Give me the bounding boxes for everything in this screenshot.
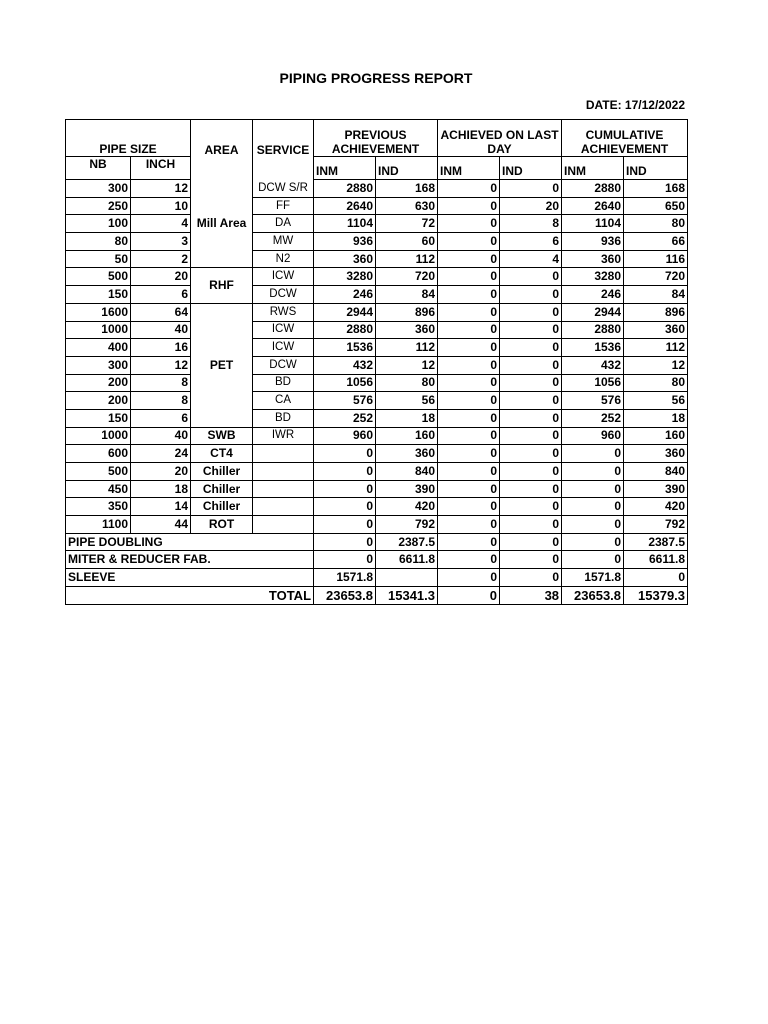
ach-ind-cell: 0: [500, 498, 562, 516]
nb-cell: 350: [66, 498, 131, 516]
ach-ind-cell: 0: [500, 339, 562, 357]
service-cell: [253, 480, 314, 498]
inch-cell: 16: [131, 339, 191, 357]
prev-ind-cell: 60: [376, 233, 438, 251]
summary-label: PIPE DOUBLING: [66, 533, 314, 551]
nb-cell: 1100: [66, 516, 131, 534]
service-cell: N2: [253, 250, 314, 268]
piping-progress-table: [65, 119, 688, 605]
prev-ind-cell: 112: [376, 250, 438, 268]
service-cell: RWS: [253, 303, 314, 321]
table-row: [66, 339, 688, 357]
cum-ind-cell: 56: [624, 392, 688, 410]
table-row: [66, 392, 688, 410]
table-row: [66, 197, 688, 215]
total-ach-inm-cell: 0: [438, 586, 500, 604]
summary-row: [66, 551, 688, 569]
prev-ind-cell: 12: [376, 356, 438, 374]
cum-ind-cell: 0: [624, 569, 688, 587]
inch-cell: 2: [131, 250, 191, 268]
inch-cell: 4: [131, 215, 191, 233]
nb-cell: 150: [66, 286, 131, 304]
prev-ind-cell: 84: [376, 286, 438, 304]
cumulative-achievement-header: CUMULATIVE ACHIEVEMENT: [562, 120, 688, 157]
prev-inm-cell: 246: [314, 286, 376, 304]
service-cell: [253, 516, 314, 534]
pipe-size-header: PIPE SIZE: [66, 120, 191, 157]
prev-ind-cell: 160: [376, 427, 438, 445]
service-cell: MW: [253, 233, 314, 251]
inch-cell: 12: [131, 356, 191, 374]
service-cell: ICW: [253, 339, 314, 357]
prev-inm-cell: 1536: [314, 339, 376, 357]
inch-cell: 3: [131, 233, 191, 251]
total-cum-inm-cell: 23653.8: [562, 586, 624, 604]
nb-cell: 50: [66, 250, 131, 268]
cum-ind-cell: 2387.5: [624, 533, 688, 551]
inch-cell: 40: [131, 427, 191, 445]
nb-cell: 500: [66, 268, 131, 286]
prev-inm-cell: 2944: [314, 303, 376, 321]
prev-ind-cell: 896: [376, 303, 438, 321]
table-row: [66, 268, 688, 286]
ach-inm-cell: 0: [438, 180, 500, 198]
prev-ind-cell: 72: [376, 215, 438, 233]
ach-ind-cell: 0: [500, 551, 562, 569]
cum-inm-cell: 252: [562, 409, 624, 427]
nb-cell: 250: [66, 197, 131, 215]
prev-ind-cell: 840: [376, 463, 438, 481]
cum-ind-cell: 168: [624, 180, 688, 198]
inch-cell: 6: [131, 409, 191, 427]
ach-inm-cell: 0: [438, 286, 500, 304]
cum-inm-cell: 1056: [562, 374, 624, 392]
ach-ind-cell: 0: [500, 268, 562, 286]
cum-inm-cell: 936: [562, 233, 624, 251]
table-row: [66, 303, 688, 321]
cum-ind-cell: 720: [624, 268, 688, 286]
ach-ind-cell: 6: [500, 233, 562, 251]
service-cell: FF: [253, 197, 314, 215]
ach-inm-cell: 0: [438, 339, 500, 357]
ach-ind-cell: 0: [500, 533, 562, 551]
cum-ind-cell: 80: [624, 215, 688, 233]
ach-ind-cell: 0: [500, 303, 562, 321]
area-cell: ROT: [191, 516, 253, 534]
inch-cell: 24: [131, 445, 191, 463]
cum-inm-cell: 0: [562, 533, 624, 551]
prev-inm-cell: 0: [314, 463, 376, 481]
ach-inm-cell: 0: [438, 250, 500, 268]
area-cell: SWB: [191, 427, 253, 445]
ach-inm-cell: 0: [438, 445, 500, 463]
ach-inm-cell: 0: [438, 409, 500, 427]
prev-ind-cell: 80: [376, 374, 438, 392]
ach-inm-header: INM: [438, 157, 500, 180]
nb-cell: 300: [66, 180, 131, 198]
ach-inm-cell: 0: [438, 268, 500, 286]
cum-inm-cell: 2880: [562, 321, 624, 339]
summary-label: MITER & REDUCER FAB.: [66, 551, 314, 569]
ach-inm-cell: 0: [438, 215, 500, 233]
cum-ind-cell: 116: [624, 250, 688, 268]
nb-cell: 200: [66, 374, 131, 392]
cum-ind-cell: 896: [624, 303, 688, 321]
service-cell: IWR: [253, 427, 314, 445]
service-cell: [253, 498, 314, 516]
ach-inm-cell: 0: [438, 321, 500, 339]
total-row: [66, 586, 688, 604]
summary-row: [66, 569, 688, 587]
ach-inm-cell: 0: [438, 533, 500, 551]
prev-ind-cell: 2387.5: [376, 533, 438, 551]
prev-ind-header: IND: [376, 157, 438, 180]
ach-inm-cell: 0: [438, 463, 500, 481]
service-cell: ICW: [253, 321, 314, 339]
cum-ind-header: IND: [624, 157, 688, 180]
cum-inm-cell: 576: [562, 392, 624, 410]
total-cum-ind-cell: 15379.3: [624, 586, 688, 604]
table-row: [66, 445, 688, 463]
nb-cell: 100: [66, 215, 131, 233]
cum-ind-cell: 6611.8: [624, 551, 688, 569]
ach-inm-cell: 0: [438, 356, 500, 374]
ach-ind-cell: 0: [500, 569, 562, 587]
prev-inm-cell: 1104: [314, 215, 376, 233]
ach-ind-cell: 0: [500, 321, 562, 339]
ach-inm-cell: 0: [438, 233, 500, 251]
ach-ind-cell: 0: [500, 516, 562, 534]
prev-ind-cell: 18: [376, 409, 438, 427]
cum-ind-cell: 360: [624, 445, 688, 463]
service-cell: ICW: [253, 268, 314, 286]
prev-inm-cell: 960: [314, 427, 376, 445]
cum-inm-cell: 1571.8: [562, 569, 624, 587]
ach-ind-cell: 0: [500, 286, 562, 304]
service-header: SERVICE: [253, 120, 314, 180]
cum-inm-cell: 2880: [562, 180, 624, 198]
table-row: [66, 215, 688, 233]
ach-inm-cell: 0: [438, 569, 500, 587]
prev-inm-cell: 0: [314, 533, 376, 551]
prev-inm-cell: 432: [314, 356, 376, 374]
prev-inm-header: INM: [314, 157, 376, 180]
previous-achievement-header: PREVIOUS ACHIEVEMENT: [314, 120, 438, 157]
ach-inm-cell: 0: [438, 551, 500, 569]
cum-inm-cell: 246: [562, 286, 624, 304]
service-cell: BD: [253, 374, 314, 392]
inch-cell: 8: [131, 374, 191, 392]
nb-cell: 500: [66, 463, 131, 481]
nb-cell: 1600: [66, 303, 131, 321]
nb-cell: 150: [66, 409, 131, 427]
cum-ind-cell: 360: [624, 321, 688, 339]
table-row: [66, 180, 688, 198]
table-row: [66, 409, 688, 427]
ach-ind-header: IND: [500, 157, 562, 180]
area-cell: Chiller: [191, 480, 253, 498]
achieved-last-day-header: ACHIEVED ON LAST DAY: [438, 120, 562, 157]
inch-header: INCH: [131, 157, 191, 180]
prev-inm-cell: 1056: [314, 374, 376, 392]
table-row: [66, 233, 688, 251]
cum-ind-cell: 650: [624, 197, 688, 215]
prev-ind-cell: 360: [376, 321, 438, 339]
cum-inm-cell: 2944: [562, 303, 624, 321]
prev-inm-cell: 0: [314, 445, 376, 463]
cum-inm-cell: 0: [562, 463, 624, 481]
nb-cell: 200: [66, 392, 131, 410]
cum-ind-cell: 80: [624, 374, 688, 392]
ach-ind-cell: 0: [500, 480, 562, 498]
service-cell: [253, 463, 314, 481]
total-label: TOTAL: [66, 586, 314, 604]
prev-inm-cell: 2880: [314, 321, 376, 339]
summary-row: [66, 533, 688, 551]
nb-cell: 1000: [66, 427, 131, 445]
prev-ind-cell: 630: [376, 197, 438, 215]
cum-inm-cell: 3280: [562, 268, 624, 286]
cum-ind-cell: 840: [624, 463, 688, 481]
table-row: [66, 286, 688, 304]
total-prev-inm-cell: 23653.8: [314, 586, 376, 604]
table-row: [66, 356, 688, 374]
ach-ind-cell: 20: [500, 197, 562, 215]
service-cell: BD: [253, 409, 314, 427]
inch-cell: 12: [131, 180, 191, 198]
prev-inm-cell: 0: [314, 551, 376, 569]
prev-ind-cell: 112: [376, 339, 438, 357]
report-title: PIPING PROGRESS REPORT: [279, 70, 473, 86]
cum-inm-cell: 360: [562, 250, 624, 268]
cum-inm-cell: 0: [562, 480, 624, 498]
cum-inm-cell: 2640: [562, 197, 624, 215]
cum-ind-cell: 160: [624, 427, 688, 445]
cum-inm-cell: 1536: [562, 339, 624, 357]
inch-cell: 18: [131, 480, 191, 498]
cum-ind-cell: 12: [624, 356, 688, 374]
inch-cell: 8: [131, 392, 191, 410]
prev-ind-cell: 792: [376, 516, 438, 534]
ach-inm-cell: 0: [438, 498, 500, 516]
cum-inm-cell: 1104: [562, 215, 624, 233]
prev-inm-cell: 3280: [314, 268, 376, 286]
inch-cell: 10: [131, 197, 191, 215]
inch-cell: 14: [131, 498, 191, 516]
prev-inm-cell: 0: [314, 480, 376, 498]
nb-cell: 450: [66, 480, 131, 498]
cum-ind-cell: 18: [624, 409, 688, 427]
ach-ind-cell: 4: [500, 250, 562, 268]
ach-inm-cell: 0: [438, 303, 500, 321]
cum-inm-cell: 960: [562, 427, 624, 445]
ach-inm-cell: 0: [438, 427, 500, 445]
area-cell: PET: [191, 303, 253, 427]
area-cell: Chiller: [191, 463, 253, 481]
ach-ind-cell: 0: [500, 409, 562, 427]
cum-ind-cell: 66: [624, 233, 688, 251]
area-header: AREA: [191, 120, 253, 180]
cum-inm-header: INM: [562, 157, 624, 180]
service-cell: CA: [253, 392, 314, 410]
cum-ind-cell: 420: [624, 498, 688, 516]
table-row: [66, 321, 688, 339]
nb-cell: 400: [66, 339, 131, 357]
table-row: [66, 250, 688, 268]
prev-inm-cell: 0: [314, 498, 376, 516]
ach-ind-cell: 0: [500, 463, 562, 481]
prev-ind-cell: 360: [376, 445, 438, 463]
inch-cell: 64: [131, 303, 191, 321]
service-cell: DCW: [253, 286, 314, 304]
nb-cell: 80: [66, 233, 131, 251]
ach-inm-cell: 0: [438, 392, 500, 410]
cum-ind-cell: 390: [624, 480, 688, 498]
ach-ind-cell: 0: [500, 427, 562, 445]
ach-ind-cell: 8: [500, 215, 562, 233]
cum-ind-cell: 112: [624, 339, 688, 357]
table-row: [66, 374, 688, 392]
prev-inm-cell: 2880: [314, 180, 376, 198]
nb-cell: 600: [66, 445, 131, 463]
table-row: [66, 427, 688, 445]
service-cell: DCW S/R: [253, 180, 314, 198]
prev-inm-cell: 0: [314, 516, 376, 534]
area-cell: CT4: [191, 445, 253, 463]
prev-ind-cell: 390: [376, 480, 438, 498]
cum-inm-cell: 0: [562, 551, 624, 569]
inch-cell: 40: [131, 321, 191, 339]
area-cell: RHF: [191, 268, 253, 303]
service-cell: DCW: [253, 356, 314, 374]
cum-inm-cell: 0: [562, 516, 624, 534]
nb-header: NB: [66, 157, 131, 180]
ach-ind-cell: 0: [500, 180, 562, 198]
cum-inm-cell: 432: [562, 356, 624, 374]
summary-label: SLEEVE: [66, 569, 314, 587]
inch-cell: 20: [131, 463, 191, 481]
header-row-1: [66, 120, 688, 157]
prev-inm-cell: 252: [314, 409, 376, 427]
ach-inm-cell: 0: [438, 374, 500, 392]
total-prev-ind-cell: 15341.3: [376, 586, 438, 604]
prev-inm-cell: 360: [314, 250, 376, 268]
ach-ind-cell: 0: [500, 445, 562, 463]
ach-ind-cell: 0: [500, 356, 562, 374]
inch-cell: 44: [131, 516, 191, 534]
prev-ind-cell: 6611.8: [376, 551, 438, 569]
cum-inm-cell: 0: [562, 498, 624, 516]
service-cell: DA: [253, 215, 314, 233]
prev-ind-cell: 420: [376, 498, 438, 516]
ach-ind-cell: 0: [500, 374, 562, 392]
cum-ind-cell: 792: [624, 516, 688, 534]
nb-cell: 1000: [66, 321, 131, 339]
ach-ind-cell: 0: [500, 392, 562, 410]
service-cell: [253, 445, 314, 463]
table-row: [66, 463, 688, 481]
prev-ind-cell: 720: [376, 268, 438, 286]
table-row: [66, 516, 688, 534]
prev-inm-cell: 936: [314, 233, 376, 251]
inch-cell: 20: [131, 268, 191, 286]
prev-inm-cell: 576: [314, 392, 376, 410]
prev-ind-cell: [376, 569, 438, 587]
ach-inm-cell: 0: [438, 516, 500, 534]
prev-ind-cell: 56: [376, 392, 438, 410]
prev-ind-cell: 168: [376, 180, 438, 198]
table-row: [66, 480, 688, 498]
inch-cell: 6: [131, 286, 191, 304]
header-row-2: [66, 157, 688, 180]
cum-inm-cell: 0: [562, 445, 624, 463]
cum-ind-cell: 84: [624, 286, 688, 304]
ach-inm-cell: 0: [438, 480, 500, 498]
ach-inm-cell: 0: [438, 197, 500, 215]
prev-inm-cell: 2640: [314, 197, 376, 215]
report-date: DATE: 17/12/2022: [585, 98, 685, 112]
area-cell: Mill Area: [191, 180, 253, 268]
area-cell: Chiller: [191, 498, 253, 516]
prev-inm-cell: 1571.8: [314, 569, 376, 587]
nb-cell: 300: [66, 356, 131, 374]
table-row: [66, 498, 688, 516]
total-ach-ind-cell: 38: [500, 586, 562, 604]
